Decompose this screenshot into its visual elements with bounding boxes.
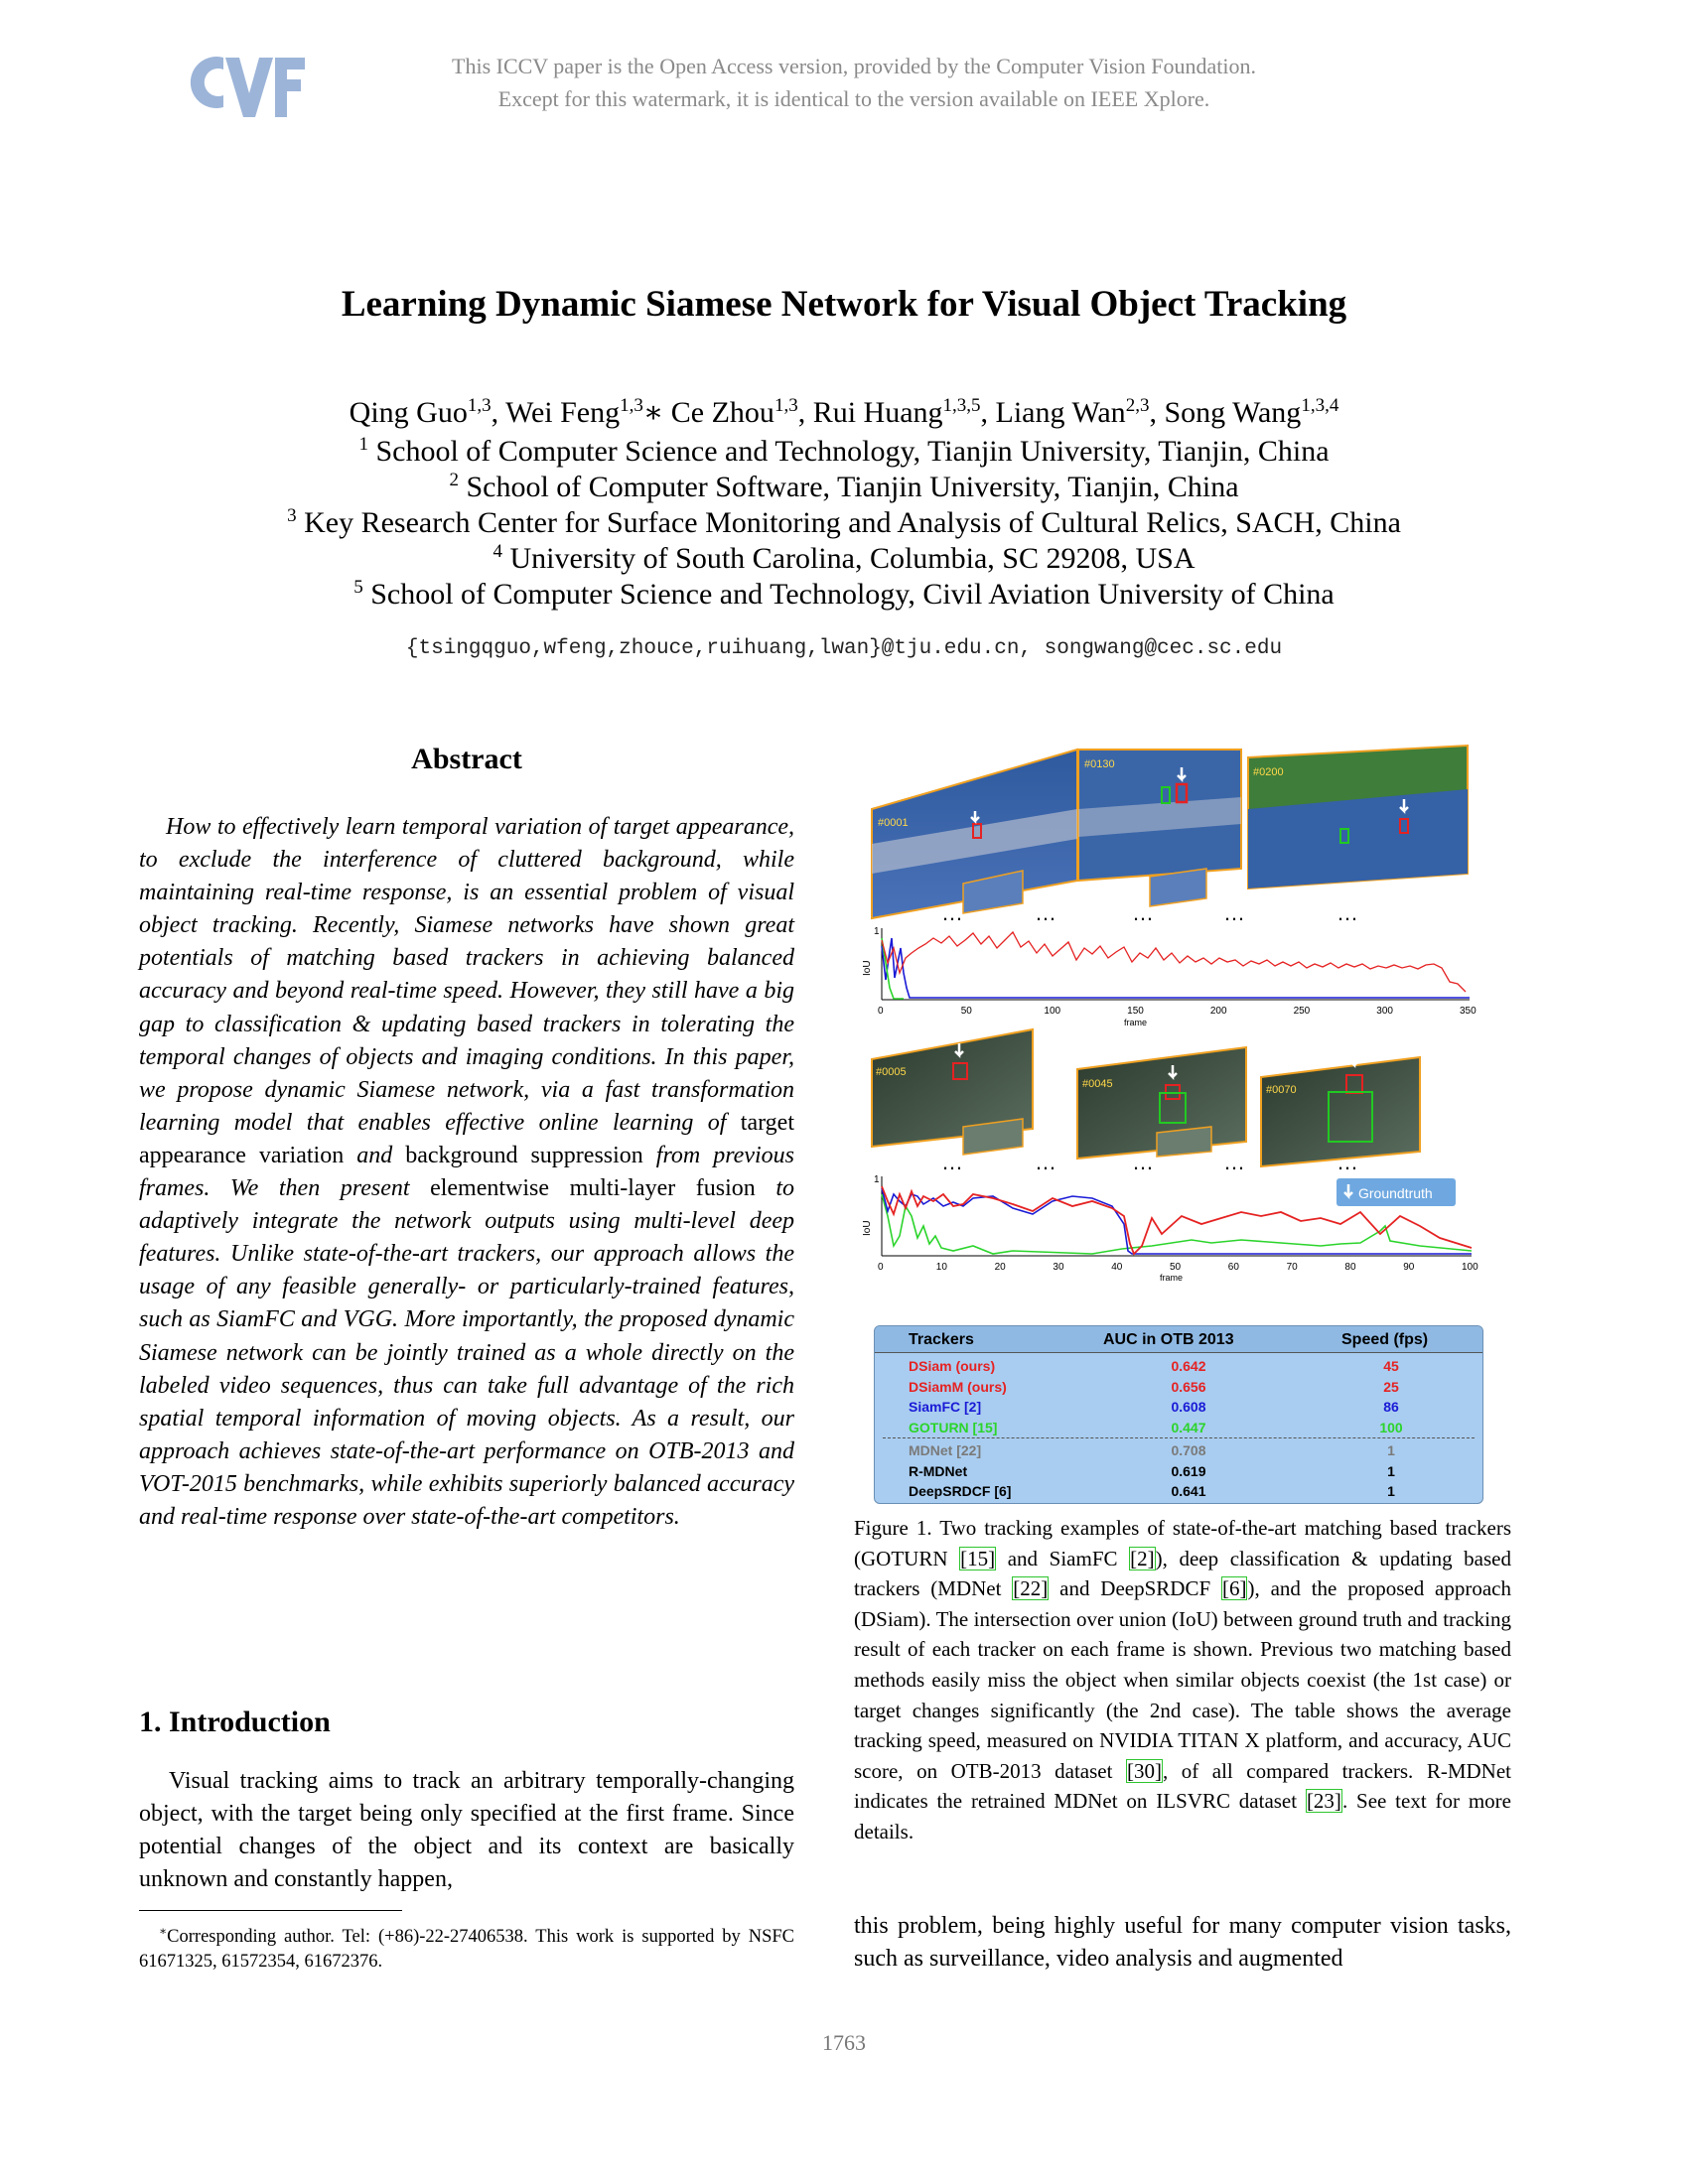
ellipsis: … <box>1035 900 1056 925</box>
x-tick-label: 50 <box>960 1006 972 1017</box>
speed-value: 1 <box>1387 1442 1395 1458</box>
table-row <box>875 1418 1482 1438</box>
footnote-text: Corresponding author. Tel: (+86)-22-27406538. This work is supported by NSFC 61671325, 61572354, 61672376. <box>139 1927 794 1973</box>
ellipsis: … <box>1336 1150 1358 1174</box>
y-axis-label: IoU <box>862 1220 873 1236</box>
affiliation-line <box>99 505 1589 540</box>
auc-value: 0.708 <box>1171 1442 1206 1458</box>
movie-frames <box>872 1029 1420 1166</box>
caption-text-run: and SiamFC <box>996 1546 1130 1570</box>
ellipsis: … <box>1132 1150 1154 1174</box>
ellipsis: … <box>1132 900 1154 925</box>
groundtruth-legend <box>1336 1178 1456 1206</box>
x-tick-label: 90 <box>1403 1262 1415 1273</box>
auc-value: 0.656 <box>1171 1378 1206 1395</box>
x-tick-label: 70 <box>1286 1262 1298 1273</box>
affiliation-text: University of South Carolina, Columbia, SC 29208, USA <box>502 542 1196 575</box>
affiliation-line <box>99 541 1589 576</box>
author-separator: ∗ <box>642 396 671 429</box>
x-axis-label: frame <box>1160 1273 1184 1283</box>
ellipsis: … <box>1223 1150 1245 1174</box>
auc-value: 0.447 <box>1171 1419 1206 1435</box>
x-tick-label: 300 <box>1376 1006 1393 1017</box>
frame-tag-0045: #0045 <box>1082 1078 1113 1090</box>
author-list <box>99 395 1589 430</box>
author-name: Wei Feng <box>505 396 621 429</box>
speed-value: 1 <box>1387 1483 1395 1499</box>
x-tick-label: 40 <box>1111 1262 1123 1273</box>
affiliation-text: School of Computer Software, Tianjin University, Tianjin, China <box>458 471 1239 503</box>
caption-text-run: ), deep classification & updating based trackers (MDNet <box>854 1546 1511 1601</box>
table-row <box>875 1461 1482 1482</box>
cvf-logo <box>184 48 308 123</box>
affiliation-text: School of Computer Science and Technology, Civil Aviation University of China <box>362 578 1335 611</box>
author-name: Qing Guo <box>349 396 468 429</box>
frame-tag-0001: #0001 <box>878 817 909 829</box>
abstract-heading: Abstract <box>411 743 522 775</box>
author-separator: , <box>491 396 506 429</box>
caption-text-run: . See text for more details. <box>854 1789 1511 1843</box>
header-auc: AUC in OTB 2013 <box>1103 1331 1234 1348</box>
x-tick-label: 30 <box>1053 1262 1064 1273</box>
caption-text-run: Figure 1. Two tracking examples of state-of-the-art matching based trackers (GOTURN <box>854 1516 1511 1570</box>
author-affiliation-marks: 1,3 <box>620 395 643 416</box>
speed-value: 86 <box>1383 1399 1399 1415</box>
x-tick-label: 10 <box>935 1262 947 1273</box>
affiliation-number: 5 <box>353 577 363 598</box>
speed-value: 100 <box>1379 1419 1403 1435</box>
author-affiliation-marks: 1,3 <box>774 395 798 416</box>
author-name: Ce Zhou <box>670 396 774 429</box>
author-separator: , <box>1149 396 1165 429</box>
watermark-line-2: Except for this watermark, it is identical to the version available on IEEE Xplore. <box>497 86 1210 111</box>
citation-link[interactable]: [22] <box>1013 1576 1049 1601</box>
abstract-body <box>139 811 794 1534</box>
affiliation-number: 3 <box>287 505 297 526</box>
affiliation-number: 4 <box>492 541 502 562</box>
author-name: Song Wang <box>1164 396 1302 429</box>
affiliation-text: School of Computer Science and Technology, Tianjin University, Tianjin, China <box>367 435 1330 468</box>
auc-value: 0.608 <box>1171 1399 1206 1415</box>
x-tick-label: 50 <box>1170 1262 1182 1273</box>
ellipsis: … <box>1336 900 1358 925</box>
tracker-name: DeepSRDCF [6] <box>909 1483 1012 1499</box>
footnote-rule <box>139 1910 402 1911</box>
abstract-text-run: from previous frames. We then present <box>139 1142 794 1202</box>
table-row <box>875 1481 1482 1502</box>
ellipsis: … <box>941 900 963 925</box>
table-row <box>875 1440 1482 1461</box>
x-tick-label: 350 <box>1460 1006 1477 1017</box>
speed-value: 45 <box>1383 1358 1399 1374</box>
x-tick-label: 80 <box>1344 1262 1356 1273</box>
abstract-text-run: How to effectively learn temporal variation of target appearance, to exclude the interference of cluttered background, while maintaining real-time response, is an essential problem of visual object tracking. Recently, Siamese networks have shown great potentials of matching based trackers in achieving balanced accuracy and beyond real-time speed. However, they still have a big gap to classification & updating based trackers in tolerating the temporal changes of objects and imaging conditions. In this paper, we propose dynamic Siamese network, via a fast transformation learning model that enables effective online learning of <box>139 814 794 1136</box>
watermark-line-1: This ICCV paper is the Open Access version, provided by the Computer Vision Foundation. <box>452 54 1256 78</box>
affiliation-number: 2 <box>449 470 459 490</box>
author-name: Liang Wan <box>995 396 1126 429</box>
citation-link[interactable]: [23] <box>1306 1789 1341 1814</box>
tracker-name: R-MDNet <box>909 1462 968 1479</box>
frame-tag-0005: #0005 <box>876 1066 907 1078</box>
y-tick-1: 1 <box>874 1174 880 1185</box>
section-heading-introduction: 1. Introduction <box>139 1706 331 1738</box>
tracker-name: SiamFC [2] <box>909 1399 982 1415</box>
x-tick-label: 60 <box>1227 1262 1239 1273</box>
abstract-text-run: target appearance variation <box>139 1109 794 1168</box>
affiliation-line <box>99 434 1589 469</box>
x-tick-label: 100 <box>1044 1006 1061 1017</box>
auc-value: 0.641 <box>1171 1483 1206 1499</box>
paper-title: Learning Dynamic Siamese Network for Visual Object Tracking <box>341 284 1347 325</box>
footnote <box>139 1919 794 1975</box>
ellipsis: … <box>1223 900 1245 925</box>
affiliation-line <box>99 470 1589 504</box>
abstract-text-run: background suppression <box>405 1142 656 1168</box>
speed-value: 1 <box>1387 1462 1395 1479</box>
author-separator: , <box>797 396 813 429</box>
author-separator: , <box>980 396 996 429</box>
author-affiliation-marks: 1,3,5 <box>942 395 981 416</box>
table-row <box>875 1377 1482 1398</box>
author-affiliation-marks: 1,3,4 <box>1301 395 1339 416</box>
citation-link[interactable]: [6] <box>1221 1576 1247 1601</box>
frame-tag-0130: #0130 <box>1084 758 1115 770</box>
x-tick-label: 0 <box>878 1262 884 1273</box>
header-speed: Speed (fps) <box>1341 1331 1429 1348</box>
frame-tag-0070: #0070 <box>1266 1084 1297 1096</box>
x-tick-label: 0 <box>878 1006 884 1017</box>
y-tick-1: 1 <box>874 926 880 937</box>
x-tick-label: 150 <box>1127 1006 1144 1017</box>
table-row <box>875 1397 1482 1418</box>
right-column-paragraph: this problem, being highly useful for many computer vision tasks, such as surveillance, video analysis and augmented <box>854 1913 1511 1972</box>
citation-link[interactable]: [15] <box>960 1546 996 1570</box>
affiliation-line <box>99 577 1589 612</box>
iou-plot-1 <box>862 926 1477 1027</box>
y-axis-label: IoU <box>862 960 873 976</box>
dsiam-iou-line <box>882 932 1466 992</box>
citation-link[interactable]: [2] <box>1130 1546 1155 1570</box>
page-number: 1763 <box>822 2030 866 2055</box>
header-trackers: Trackers <box>909 1331 974 1348</box>
affiliation-text: Key Research Center for Surface Monitoring and Analysis of Cultural Relics, SACH, China <box>296 506 1401 539</box>
abstract-text-run: to adaptively integrate the network outputs using multi-level deep features. Unlike state-of-the-art trackers, our approach allows the usage of any feasible generally- or particularly-trained features, such as SiamFC and VGG. More importantly, the proposed dynamic Siamese network can be jointly trained as a whole directly on the labeled video sequences, thus can take full advantage of the rich spatial temporal information of moving objects. As a result, our approach achieves state-of-the-art performance on OTB-2013 and VOT-2015 benchmarks, while exhibits superiorly balanced accuracy and real-time response over state-of-the-art competitors. <box>139 1175 794 1530</box>
sprint-frames <box>872 746 1468 918</box>
x-tick-label: 20 <box>994 1262 1006 1273</box>
siamfc-iou-line <box>882 938 1470 998</box>
groundtruth-label: Groundtruth <box>1358 1185 1433 1201</box>
figure-1-caption <box>854 1513 1511 1847</box>
tracker-name: DSiam (ours) <box>909 1358 996 1374</box>
auc-value: 0.642 <box>1171 1358 1206 1374</box>
affiliation-number: 1 <box>358 434 368 455</box>
caption-text-run: ), and the proposed approach (DSiam). The intersection over union (IoU) between ground truth and tracking result of each tracker on each frame is shown. Previous two matching based methods easily miss the object when similar objects coexist (the 1st case) or target changes significantly (the 2nd case). The table shows the average tracking speed, measured on NVIDIA TITAN X platform, and accuracy, AUC score, on OTB-2013 dataset <box>854 1576 1511 1783</box>
abstract-text-run: and <box>356 1142 406 1168</box>
ellipsis: … <box>941 1150 963 1174</box>
tracker-comparison-table <box>874 1325 1483 1504</box>
table-row <box>875 1356 1482 1377</box>
ellipsis: … <box>1035 1150 1056 1174</box>
auc-value: 0.619 <box>1171 1462 1206 1479</box>
watermark-text <box>328 50 1380 115</box>
abstract-text-run: elementwise multi-layer fusion <box>430 1175 776 1202</box>
x-tick-label: 200 <box>1209 1006 1227 1017</box>
caption-text-run: and DeepSRDCF <box>1049 1576 1221 1601</box>
author-name: Rui Huang <box>812 396 943 429</box>
author-affiliation-marks: 1,3 <box>467 395 492 416</box>
x-tick-label: 100 <box>1462 1262 1478 1273</box>
frame-tag-0200: #0200 <box>1253 766 1284 778</box>
x-tick-label: 250 <box>1293 1006 1311 1017</box>
author-affiliation-marks: 2,3 <box>1125 395 1150 416</box>
caption-text-run: , of all compared trackers. R-MDNet indicates the retrained MDNet on ILSVRC dataset <box>854 1758 1511 1814</box>
speed-value: 25 <box>1383 1378 1399 1395</box>
footnote-mark: ∗ <box>159 1924 168 1938</box>
citation-link[interactable]: [30] <box>1126 1758 1162 1783</box>
tracker-name: MDNet [22] <box>909 1442 982 1458</box>
introduction-paragraph: Visual tracking aims to track an arbitrary temporally-changing object, with the target being only specified at the first frame. Since potential changes of the object and its context are basically unknown and constantly happen, <box>139 1768 794 1892</box>
tracker-name: DSiamM (ours) <box>909 1378 1007 1395</box>
x-axis-label: frame <box>1124 1018 1148 1027</box>
tracker-name: GOTURN [15] <box>909 1419 998 1435</box>
author-emails: {tsingqguo,wfeng,zhouce,ruihuang,lwan}@tju.edu.cn, songwang@cec.sc.edu <box>405 637 1283 660</box>
table-header <box>875 1326 1482 1353</box>
